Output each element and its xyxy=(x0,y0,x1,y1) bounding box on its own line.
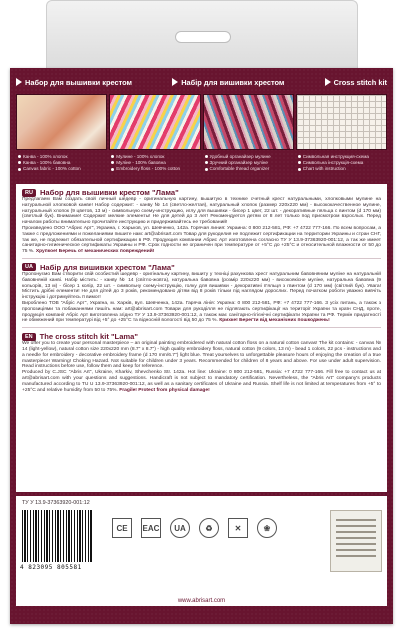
feature-item: Canvas fabric - 100% cotton xyxy=(18,166,107,171)
photo-canvas xyxy=(16,94,107,150)
bullet-icon xyxy=(298,161,301,164)
feature-item: Символьна інструкція-схема xyxy=(298,160,387,165)
feature-column xyxy=(205,154,294,176)
feature-item: Chart with instruction xyxy=(298,166,387,171)
producer-info: Вироблено ТОВ "Абріс Арт", Україна, м. Харків, вул. Шевченка, 142а. Гаряча лінія: Україна: 0 800 212-581, РФ: +7 4722 777-166. З усіх питань, а також з пропозиціями та побажаннями пишіть нам: art@abrisart.com Товари для рукоділля не підлягають сертифікації на території України та країн СНД, проте, продукція компанії Абріс Арт виготовлена згідно ТУ У 13.9-37363920-001:12, а також має санітарно-гігієнічні сертифікати України та РФ. Термін придатності не обмежений при температурі від +5° до +25°С та відносній вологості від 50 до 75 %. Крихке! Берегти від механічних пошкоджень! xyxy=(22,300,381,324)
bullet-icon xyxy=(205,168,208,171)
arrow-right-icon xyxy=(16,78,22,86)
section-heading-ru xyxy=(22,188,381,197)
feature-item: Comfortable thread organizer xyxy=(205,166,294,171)
photo-floss xyxy=(109,94,200,150)
header-tab-ua xyxy=(172,78,284,87)
product-photos xyxy=(16,94,387,150)
recycle-icon: ♻ xyxy=(199,518,219,538)
divider xyxy=(22,327,381,328)
bullet-icon xyxy=(18,155,21,158)
feature-item: Embroidery floss - 100% cotton xyxy=(111,166,200,171)
barcode-number: 4 823095 805581 xyxy=(20,564,82,571)
section-title: Набор для вышивки крестом "Лама" xyxy=(39,188,179,197)
hang-hole xyxy=(175,31,231,43)
arrow-right-icon xyxy=(325,78,331,86)
fragile-warning: Хрупкое! Беречь от механических повреждений! xyxy=(35,249,155,255)
header-tab-label: Набор для вышивки крестом xyxy=(25,77,132,87)
feature-item: Муліне - 100% бавовна xyxy=(111,160,200,165)
bullet-icon xyxy=(18,161,21,164)
section-body: We offer you to create your personal masterpiece – an original painting embroidered with natural cotton floss on a natural cotton canvas! The kit contains: - canvas № 14 (light-yellow), natural cotton size 220x220 mm (8.7" x 8.7") - high quality embroidery floss, natural cotton (9 colors, 13 m) - bead 1 colors, 22 pcs - instructions and a needle for embroidery - decorative embroidery frame (d 170 mm/6.7") light blue. Treat yourselves to unforgettable pleasure hours of enjoying the creation of a true masterpiece! Warning! Choking Hazard. Not suitable for children under 3 years. Recommended for children of 8 years and above. For use under adult supervision. Read instructions before use, follow them and keep for reference. xyxy=(22,341,381,370)
header-tab-en xyxy=(325,78,387,87)
no-waste-icon: ✕ xyxy=(228,518,248,538)
eac-mark-icon: EAC xyxy=(141,518,161,538)
bullet-icon xyxy=(205,155,208,158)
certification-icons xyxy=(112,518,277,538)
bullet-icon xyxy=(298,168,301,171)
fragile-warning: Крихке! Берегти від механічних пошкоджень! xyxy=(219,318,330,324)
section-title: Набір для вишивки хрестом "Лама" xyxy=(39,262,175,272)
bullet-icon xyxy=(111,168,114,171)
bullet-icon xyxy=(111,161,114,164)
feature-item: Мулине - 100% хлопок xyxy=(111,154,200,159)
feature-item: Удобный органайзер мулине xyxy=(205,154,294,159)
bottom-panel xyxy=(16,496,387,606)
bullet-icon xyxy=(111,155,114,158)
photo-organizer xyxy=(203,94,294,150)
section-title: The cross stitch kit "Lama" xyxy=(39,332,138,342)
section-heading-en xyxy=(22,332,381,341)
feature-list xyxy=(18,154,387,176)
ua-mark-icon: UA xyxy=(170,518,190,538)
spec-code: ТУ У 13.9-37363920-001:12 xyxy=(22,500,90,506)
producer-info: Произведено ООО "Абрис Арт", Украина, г. Харьков, ул. Шевченко, 142а. Горячая линия: Украина: 0 800 212-581, РФ: +7 4722 777-166. По всем вопросам, а также с предложениями и пожеланиями пишите нам: art@abrisart.com Товар для рукоделия не подлежит сертификации на территории Украины и стран СНГ, так же, не подлежит обязательной сертификации в РФ. Продукция компании Абрис Арт изготовлена согласно ТУ У 13.9-37363920-001:12, а так же имеет санитарно-гигиеническое сертификаты Украины и РФ. Срок годности не ограничен при температуре от +5°С до +25°С и относительной влажности от 50 до 75 %. Хрупкое! Беречь от механических повреждений! xyxy=(22,225,381,255)
feature-item: Канва - 100% бавовна xyxy=(18,160,107,165)
section-body: Предлагаем Вам создать свой личный шедевр - оригинальную картину, вышитую в технике счетный крест натуральными, хлопковыми мулине на натуральной хлопковой канве! Набор содержит: - канву № 14 (светло-желтая), натуральный хлопок (размер 220х220 мм) - высококачественное мулине, натуральный хлопок (9 цветов, 13 м) - символьную схему-инструкцию, иглу для вышивки - бисер 1 цвет, 22 шт. - декоративные пяльца с винтом (d 170 мм) (светлый бук). Внимание! Содержит мелкие элементы! Не для детей до 3 лет! Рекомендуется детям от 8 лет только под присмотром взрослых. Перед началом работы внимательно прочитайте инструкцию и придерживайтесь ее требований! xyxy=(22,197,381,226)
hang-tab xyxy=(46,0,358,68)
arrow-right-icon xyxy=(172,78,178,86)
language-badge: EN xyxy=(22,333,36,341)
section-body: Пропонуємо Вам створити свій особистий шедевр - оригінальну картину, вишиту у техніці рахункова хрест натуральним бавовняним муліне на натуральній бавовняній канві. Набір містить: - канву № 14 (світло-жовта), натуральна бавовна (розмір 220х220 мм) - високоякісне муліне, натуральна бавовна (9 кольорів, 13 м) - бісер 1 колір, 22 шт. - символьну схему-інструкцію, голку для вишивки - декоративні п'яльця з гвинтом (d 170 мм) (світлий бук). Увага! Містить дрібні елементи! Не для дітей до 3 років, рекомендовано дітям від 8 років тільки під наглядом дорослих. Перед початком роботи уважно вивчіть інструкцію і дотримуйтесь її вимог! xyxy=(22,271,381,301)
bullet-icon xyxy=(18,168,21,171)
feature-column xyxy=(111,154,200,176)
website-link[interactable]: www.abrisart.com xyxy=(177,598,226,604)
header-tab-label: Cross stitch kit xyxy=(333,77,387,87)
header-tabs xyxy=(16,74,387,90)
description-panel xyxy=(16,184,387,492)
eco-icon: ❀ xyxy=(257,518,277,538)
header-tab-label: Набір для вишивки хрестом xyxy=(181,77,285,87)
package-card xyxy=(10,68,393,624)
feature-column xyxy=(298,154,387,176)
feature-item: Канва - 100% хлопок xyxy=(18,154,107,159)
header-tab-ru xyxy=(16,78,132,87)
language-badge: UA xyxy=(22,263,36,271)
bullet-icon xyxy=(205,161,208,164)
divider xyxy=(22,258,381,259)
photo-chart xyxy=(296,94,387,150)
feature-item: Зручний органайзер муліне xyxy=(205,160,294,165)
barcode-icon xyxy=(22,510,92,562)
ce-mark-icon: CE xyxy=(112,518,132,538)
fragile-warning: Fragile! Protect from physical damage! xyxy=(119,387,210,393)
section-heading-ua xyxy=(22,263,381,272)
producer-info: Produced by C.JSC "Abris Art", Ukraine, Kharkiv, Shevchenko Str. 142a. Hot line: Ukraine: 0 800 212-581, Russia: +7 4722 777-166. Fill free to contact us at art@abrisart.com with your questions and suggestions. Handicraft is not subject to mandatory certification. Nevertheless, the "Abris Art" company's products manufactured according to TU U 13.9-37363920-001:12, as well as a sanitary certificates of Ukraine and Russia. Shelf life is not limited at temperatures from +5° to +25°C and relative humidity from 50 to 75%. Fragile! Protect from physical damage! xyxy=(22,370,381,393)
feature-item: Символьная инструкция-схема xyxy=(298,154,387,159)
bullet-icon xyxy=(298,155,301,158)
language-badge: RU xyxy=(22,189,36,197)
certificate-icon xyxy=(330,510,382,572)
feature-column xyxy=(18,154,107,176)
